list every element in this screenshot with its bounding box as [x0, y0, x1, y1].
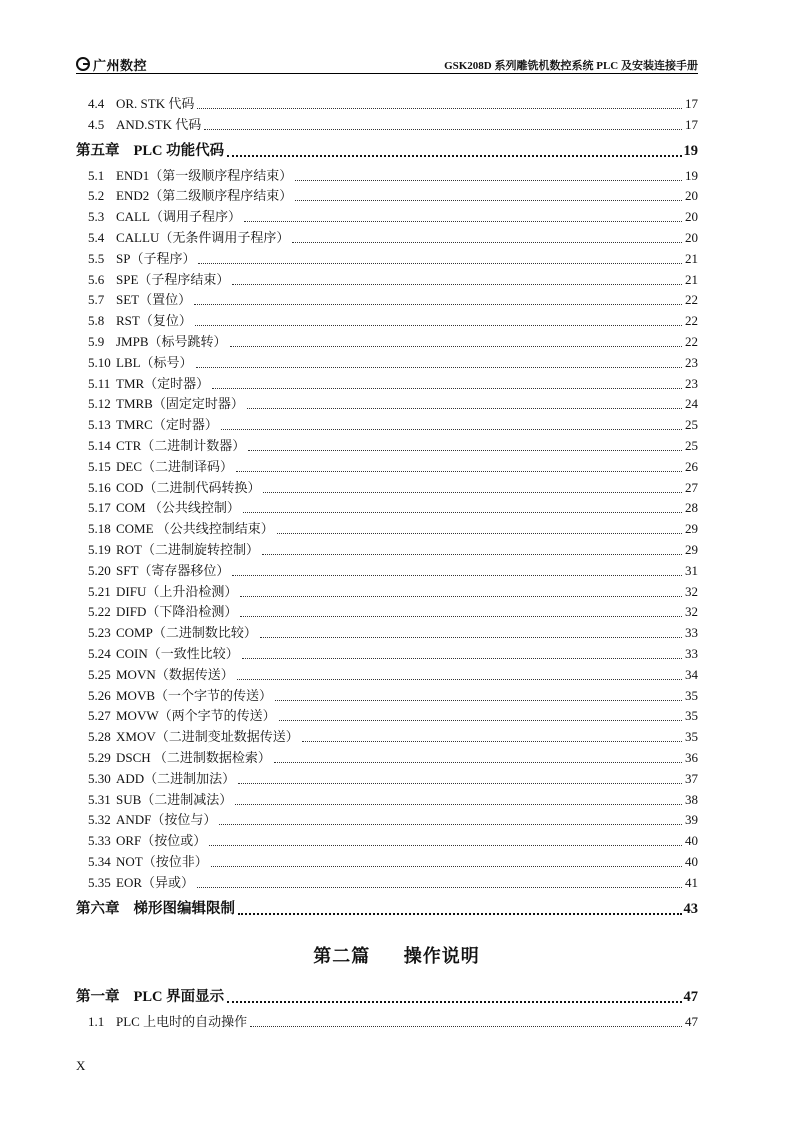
- toc-entry-title: MOVW（两个字节的传送）: [116, 708, 276, 724]
- toc-entry-title: COM （公共线控制）: [116, 500, 240, 516]
- toc-entry-title: OR. STK 代码: [116, 96, 195, 111]
- toc-entry-number: 1.1: [88, 1014, 105, 1029]
- toc-entry-number: 5.13: [88, 417, 111, 433]
- toc-dot-leader: [274, 762, 682, 763]
- toc-entry[interactable]: [76, 167, 698, 185]
- toc-entry-number: 5.31: [88, 791, 111, 807]
- toc-entry-number: 5.3: [88, 209, 105, 225]
- part-name: 操作说明: [403, 946, 480, 966]
- toc-entry-title: ROT（二进制旋转控制）: [116, 542, 260, 557]
- toc-entry-title: DEC（二进制译码）: [116, 458, 234, 474]
- toc-dot-leader: [198, 263, 682, 264]
- toc-entry[interactable]: [76, 208, 698, 226]
- toc-dot-leader: [236, 471, 682, 472]
- toc-dot-leader: [242, 658, 682, 659]
- toc-entry[interactable]: [76, 95, 698, 113]
- toc-entry-number: 5.17: [88, 500, 111, 516]
- toc-dot-leader: [250, 1026, 682, 1027]
- logo-icon: [76, 57, 90, 71]
- toc-entry-number: 5.22: [88, 604, 111, 620]
- toc-entry-page: 29: [685, 542, 698, 557]
- toc-entry-title: AND.STK 代码: [116, 116, 202, 132]
- toc-entry-number: 5.27: [88, 708, 111, 724]
- toc-entry-page: 40: [685, 833, 698, 849]
- toc-dot-leader: [197, 108, 682, 109]
- toc-entry-number: 4.5: [88, 116, 105, 132]
- toc-entry[interactable]: [76, 437, 698, 455]
- toc-entry-page: 25: [685, 417, 698, 433]
- toc-entry-page: 31: [685, 562, 698, 578]
- toc-dot-leader: [209, 845, 682, 846]
- toc-dot-leader: [237, 679, 682, 680]
- toc-entry-page: 29: [685, 521, 698, 537]
- toc-entry-page: 47: [683, 989, 698, 1005]
- toc-dot-leader: [262, 554, 682, 555]
- toc-entry-title: NOT（按位非）: [116, 854, 208, 869]
- toc-entry[interactable]: [76, 375, 698, 393]
- toc-entry[interactable]: [76, 416, 698, 434]
- toc-dot-leader: [194, 304, 682, 305]
- toc-entry-title: CALLU（无条件调用子程序）: [116, 230, 290, 245]
- toc-entry-number: 5.26: [88, 687, 111, 703]
- toc-entry-title: COME （公共线控制结束）: [116, 521, 274, 537]
- toc-entry-title: CALL（调用子程序）: [116, 209, 241, 225]
- page-header: [76, 55, 698, 74]
- toc-entry[interactable]: [76, 707, 698, 725]
- toc-dot-leader: [227, 155, 681, 157]
- toc-entry-number: 5.2: [88, 188, 105, 204]
- page-number: X: [76, 1058, 86, 1073]
- toc-entry-number: 5.32: [88, 812, 111, 828]
- toc-entry-page: 20: [685, 209, 698, 225]
- toc-entry[interactable]: [76, 811, 698, 829]
- toc-entry[interactable]: [76, 395, 698, 413]
- toc-entry[interactable]: [76, 770, 698, 788]
- toc-entry-page: 36: [685, 750, 698, 765]
- toc-entry-title: DIFU（上升沿检测）: [116, 583, 238, 599]
- toc-entry-page: 32: [685, 604, 698, 620]
- toc-entry-number: 5.35: [88, 874, 111, 890]
- toc-dot-leader: [219, 824, 682, 825]
- toc-entry-number: 5.20: [88, 562, 111, 578]
- toc-dot-leader: [263, 492, 682, 493]
- toc-entry-title: EOR（异或）: [116, 874, 195, 890]
- toc-entry-page: 33: [685, 625, 698, 641]
- toc-dot-leader: [295, 180, 682, 181]
- toc-entry-title: 梯形图编辑限制: [133, 900, 235, 917]
- toc-entry[interactable]: [76, 541, 698, 559]
- toc-entry-title: TMRC（定时器）: [116, 417, 218, 433]
- toc-entry-number: 5.24: [88, 646, 111, 661]
- toc-entry-page: 20: [685, 230, 698, 245]
- toc-entry-title: PLC 界面显示: [133, 989, 225, 1005]
- toc-entry-page: 35: [685, 729, 698, 745]
- toc-entry-page: 22: [685, 292, 698, 308]
- toc-entry-title: SPE（子程序结束）: [116, 271, 230, 287]
- toc-entry[interactable]: [76, 1013, 698, 1031]
- toc-entry-number: 5.10: [88, 354, 111, 370]
- toc-entry-number: 5.21: [88, 583, 111, 599]
- toc-entry-page: 26: [685, 458, 698, 474]
- toc-entry-number: 5.18: [88, 521, 111, 537]
- toc-entry[interactable]: [76, 291, 698, 309]
- toc-dot-leader: [232, 284, 682, 285]
- toc-dot-leader: [197, 887, 682, 888]
- toc-entry[interactable]: [76, 499, 698, 517]
- toc-dot-leader: [295, 200, 682, 201]
- toc-entry-number: 5.29: [88, 750, 111, 765]
- toc-entry-number: 5.8: [88, 313, 105, 329]
- toc-entry-number: 5.14: [88, 438, 111, 453]
- toc-chapter-entry[interactable]: [76, 899, 698, 919]
- toc-entry-title: DIFD（下降沿检测）: [116, 604, 238, 620]
- toc-dot-leader: [277, 533, 682, 534]
- toc-entry-page: 19: [685, 167, 698, 183]
- toc-entry-number: 5.34: [88, 854, 111, 869]
- toc-entry-page: 17: [685, 116, 698, 132]
- toc-entry-title: COIN（一致性比较）: [116, 646, 239, 661]
- toc-entry-number: 5.4: [88, 230, 105, 245]
- toc-entry-number: 5.25: [88, 666, 111, 682]
- toc-dot-leader: [221, 429, 682, 430]
- toc-entry-page: 17: [685, 96, 698, 111]
- toc-entry-number: 5.11: [88, 375, 111, 391]
- toc-chapter-entry[interactable]: [76, 141, 698, 161]
- toc-dot-leader: [212, 388, 682, 389]
- toc-entry-number: 5.16: [88, 479, 111, 495]
- toc-dot-leader: [302, 741, 682, 742]
- toc-entry-number: 5.7: [88, 292, 105, 308]
- toc-entry[interactable]: [76, 791, 698, 809]
- toc-entry[interactable]: [76, 853, 698, 871]
- part-label: 第二篇: [313, 946, 371, 966]
- toc-entry-number: 5.28: [88, 729, 111, 745]
- toc-entry[interactable]: [76, 687, 698, 705]
- toc-dot-leader: [248, 450, 682, 451]
- toc-dot-leader: [275, 700, 682, 701]
- toc-entry-title: RST（复位）: [116, 313, 192, 329]
- toc-entry-title: LBL（标号）: [116, 354, 193, 370]
- toc-entry-number: 5.15: [88, 458, 111, 474]
- toc-entry-page: 22: [685, 313, 698, 329]
- toc-entry[interactable]: [76, 832, 698, 850]
- part-heading: [0, 942, 793, 968]
- toc-entry[interactable]: [76, 250, 698, 268]
- toc-dot-leader: [243, 512, 682, 513]
- toc-dot-leader: [238, 783, 682, 784]
- toc-entry-page: 25: [685, 438, 698, 453]
- toc-entry-page: 38: [685, 791, 698, 807]
- toc-entry-page: 22: [685, 334, 698, 349]
- toc-entry-title: PLC 功能代码: [133, 142, 225, 159]
- toc-entry[interactable]: [76, 749, 698, 767]
- toc-entry-number: 5.6: [88, 271, 105, 287]
- toc-entry-title: TMR（定时器）: [116, 375, 210, 391]
- toc-entry-page: 28: [685, 500, 698, 516]
- toc-entry-page: 34: [685, 666, 698, 682]
- toc-entry-page: 23: [685, 375, 698, 391]
- toc-dot-leader: [260, 637, 682, 638]
- toc-entry-title: JMPB（标号跳转）: [116, 334, 227, 349]
- toc-entry-title: MOVN（数据传送）: [116, 666, 234, 682]
- toc-entry[interactable]: [76, 583, 698, 601]
- toc-entry-title: CTR（二进制计数器）: [116, 438, 246, 453]
- toc-entry-page: 33: [685, 646, 698, 661]
- toc-entry[interactable]: [76, 271, 698, 289]
- toc-entry-page: 37: [685, 770, 698, 786]
- toc-entry-number: 5.1: [88, 167, 105, 183]
- toc-entry-number: 第六章: [76, 900, 120, 917]
- toc-entry-title: DSCH （二进制数据检索）: [116, 750, 271, 765]
- toc-entry-page: 32: [685, 583, 698, 599]
- toc-dot-leader: [279, 720, 682, 721]
- toc-dot-leader: [292, 242, 682, 243]
- logo-text: 广州数控: [93, 57, 148, 73]
- toc-entry[interactable]: [76, 666, 698, 684]
- toc-entry-title: END2（第二级顺序程序结束）: [116, 188, 293, 204]
- toc-entry-title: SFT（寄存器移位）: [116, 562, 230, 578]
- toc-entry-page: 47: [685, 1014, 698, 1029]
- toc-entry-title: XMOV（二进制变址数据传送）: [116, 729, 299, 745]
- toc-dot-leader: [247, 408, 682, 409]
- toc-entry-page: 27: [685, 479, 698, 495]
- toc-entry[interactable]: [76, 458, 698, 476]
- toc-entry-number: 第五章: [76, 142, 120, 159]
- toc-entry[interactable]: [76, 624, 698, 642]
- toc-entry-title: SET（置位）: [116, 292, 192, 308]
- document-title: GSK208D 系列雕铣机数控系统 PLC 及安装连接手册: [444, 60, 698, 72]
- toc-dot-leader: [235, 804, 682, 805]
- toc-entry-page: 40: [685, 854, 698, 869]
- toc-entry-page: 23: [685, 354, 698, 370]
- toc-entry-number: 4.4: [88, 96, 105, 111]
- toc-entry[interactable]: [76, 874, 698, 892]
- toc-dot-leader: [227, 1001, 681, 1003]
- toc-entry[interactable]: [76, 645, 698, 663]
- toc-entry-page: 35: [685, 687, 698, 703]
- toc-entry-number: 第一章: [76, 989, 120, 1005]
- company-logo: [76, 56, 147, 72]
- toc-dot-leader: [240, 616, 682, 617]
- toc-chapter-entry[interactable]: [76, 987, 698, 1007]
- toc-entry[interactable]: [76, 603, 698, 621]
- toc-entry[interactable]: [76, 116, 698, 134]
- toc-dot-leader: [240, 596, 682, 597]
- toc-entry[interactable]: [76, 562, 698, 580]
- toc-entry[interactable]: [76, 479, 698, 497]
- toc-entry-title: MOVB（一个字节的传送）: [116, 687, 273, 703]
- toc-entry-number: 5.33: [88, 833, 111, 849]
- toc-dot-leader: [230, 346, 682, 347]
- toc-entry-title: ADD（二进制加法）: [116, 770, 236, 786]
- toc-entry-page: 19: [683, 142, 698, 159]
- toc-entry-title: SUB（二进制减法）: [116, 791, 233, 807]
- toc-entry-title: END1（第一级顺序程序结束）: [116, 167, 293, 183]
- toc-entry-number: 5.23: [88, 625, 111, 641]
- toc-entry[interactable]: [76, 520, 698, 538]
- toc-entry-page: 20: [685, 188, 698, 204]
- toc-entry-title: COMP（二进制数比较）: [116, 625, 257, 641]
- toc-entry[interactable]: [76, 229, 698, 247]
- toc-entry[interactable]: [76, 333, 698, 351]
- toc-dot-leader: [238, 913, 682, 915]
- toc-entry-page: 24: [685, 396, 698, 412]
- toc-entry-title: PLC 上电时的自动操作: [116, 1014, 248, 1029]
- toc-entry[interactable]: [76, 728, 698, 746]
- toc-entry-page: 35: [685, 708, 698, 724]
- toc-dot-leader: [211, 866, 682, 867]
- toc-dot-leader: [195, 325, 682, 326]
- toc-entry-title: TMRB（固定定时器）: [116, 396, 244, 412]
- toc-entry[interactable]: [76, 354, 698, 372]
- toc-entry-title: ANDF（按位与）: [116, 812, 217, 828]
- toc-entry[interactable]: [76, 312, 698, 330]
- toc-entry-page: 43: [683, 900, 698, 917]
- toc-entry-number: 5.12: [88, 396, 111, 412]
- toc-entry-page: 39: [685, 812, 698, 828]
- toc-entry-page: 41: [685, 874, 698, 890]
- toc-entry-title: COD（二进制代码转换）: [116, 479, 261, 495]
- toc-dot-leader: [204, 129, 682, 130]
- toc-entry-page: 21: [685, 250, 698, 266]
- toc-dot-leader: [244, 221, 682, 222]
- toc-entry-number: 5.5: [88, 250, 105, 266]
- toc-entry-number: 5.9: [88, 334, 105, 349]
- toc-dot-leader: [232, 575, 682, 576]
- toc-entry-title: SP（子程序）: [116, 250, 196, 266]
- toc-entry[interactable]: [76, 187, 698, 205]
- toc-entry-number: 5.19: [88, 542, 111, 557]
- toc-entry-page: 21: [685, 271, 698, 287]
- toc-dot-leader: [196, 367, 682, 368]
- toc-entry-number: 5.30: [88, 770, 111, 786]
- toc-entry-title: ORF（按位或）: [116, 833, 207, 849]
